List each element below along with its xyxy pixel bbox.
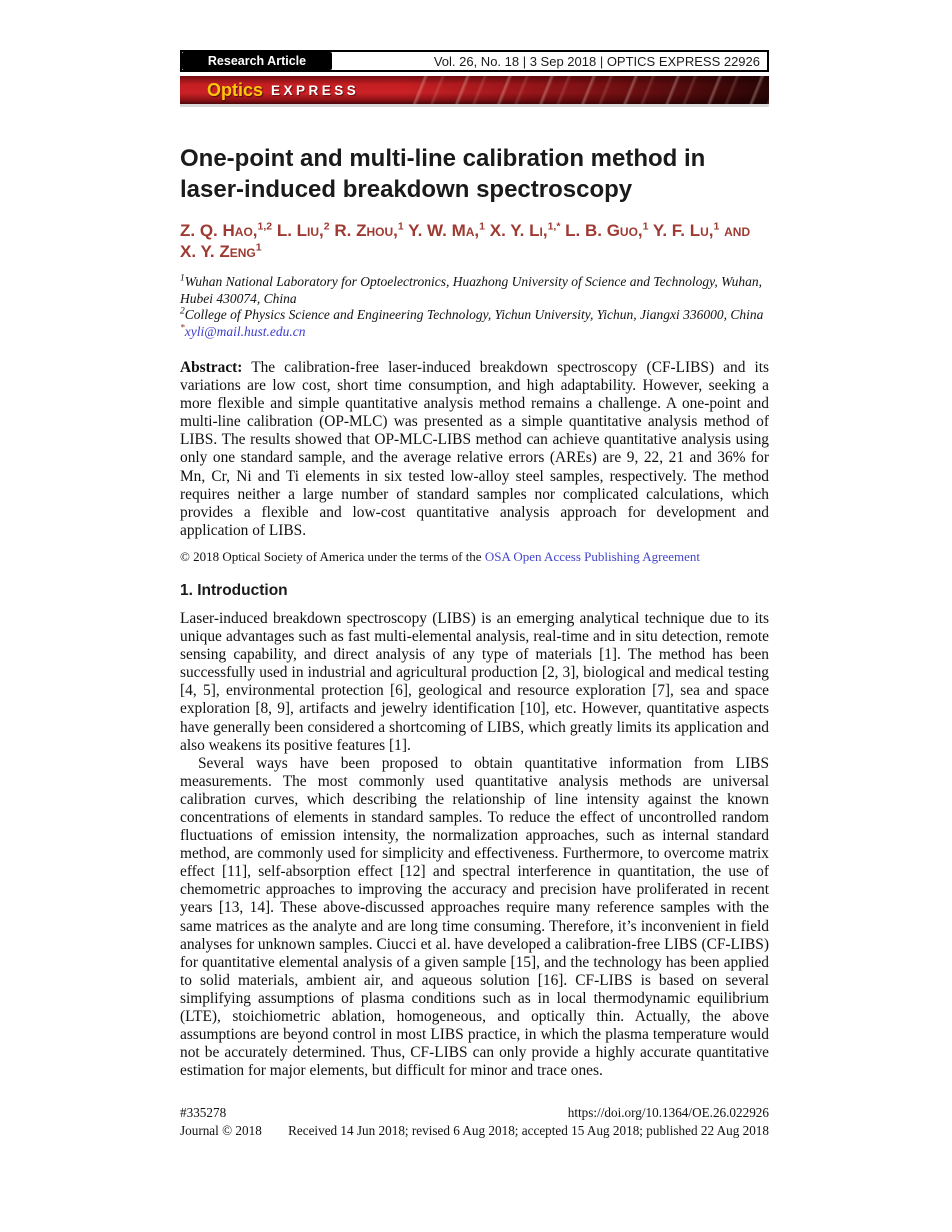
affiliations-block <box>180 274 769 340</box>
author-name: L. Liu,$^2$ <box>276 220 330 240</box>
author-name: Y. F. Lu,$^1$ <box>652 220 720 240</box>
article-type-badge: Research Article <box>182 52 332 70</box>
osa-agreement-link[interactable]: OSA Open Access Publishing Agreement <box>484 548 701 564</box>
intro-paragraph-2: Several ways have been proposed to obtain quantitative information from LIBS measurements. The most commonly used quantitative analysis methods are universal calibration curves, which describing the relationship of line intensity against the known concentrations of elements in standard samples. To reduce the effect of uncontrolled random fluctuations of emission intensity, the normalization approaches, such as internal standard method, are commonly used for simplicity and effectiveness. Furthermore, to overcome matrix effect [11], self-absorption effect [12] and spectral interference in quantitation, the use of chemometric approaches to improving the accuracy and precision have proliferated in recent years [13, 14]. These above-discussed approaches require many reference samples with the same matrices as the analyte and are long time consuming. Therefore, it’s inconvenient in field analyses for unknown samples. Ciucci et al. have developed a calibration-free LIBS (CF-LIBS) for quantitative elemental analysis of a given sample [15], and the technology has been applied to solid materials, ambient air, and aqueous solution [16]. CF-LIBS is based on several simplifying assumptions of plasma conditions such as in local thermodynamic equilibrium (LTE), stoichiometric ablation, homogeneous, and optically thin. Actually, the above assumptions are beyond control in most LIBS practice, in which the plasma temperature would not be accurately determined. Thus, CF-LIBS can only provide a highly accurate quantitative estimation for major elements, but difficult for minor and trace ones. <box>180 754 769 1080</box>
author-name: R. Zhou,$^1$ <box>334 220 404 240</box>
email-asterisk: * <box>180 323 185 333</box>
abstract <box>180 359 769 540</box>
author-name: and X. Y. Zeng$^1$ <box>180 221 751 261</box>
corresponding-email-line <box>180 324 769 341</box>
doi-link[interactable]: https://doi.org/10.1364/OE.26.022926 <box>567 1105 769 1120</box>
article-number: #335278 <box>180 1105 227 1120</box>
page-footer <box>180 1104 769 1139</box>
author-name: Z. Q. Hao,$^{1,2}$ <box>180 220 273 240</box>
author-name: Y. W. Ma,$^1$ <box>408 220 485 240</box>
author-list <box>180 220 769 262</box>
affiliation-list <box>180 274 769 324</box>
intro-paragraph-1: Laser-induced breakdown spectroscopy (LIBS) is an emerging analytical technique due to its unique advantages such as fast multi-elemental analysis, real-time and in situ detection, remote sensing capability, and direct analysis of any type of materials [1]. The method has been successfully used in industrial and agricultural production [2, 3], biological and medical testing [4, 5], environmental protection [6], geological and resource exploration [7], sea and space exploration [8, 9], artifacts and jewelry identification [10], etc. However, quantitative aspects have generally been considered a shortcoming of LIBS, which greatly limits its application and also weakens its positive features [1]. <box>180 609 769 754</box>
article-history: Received 14 Jun 2018; revised 6 Aug 2018; accepted 15 Aug 2018; published 22 Aug 2018 <box>288 1122 769 1138</box>
journal-logo-optics: Optics <box>207 79 264 100</box>
affiliation: $^2$College of Physics Science and Engineering Technology, Yichun University, Yichun, Jiangxi 336000, China <box>180 306 764 322</box>
email-link[interactable]: xyli@mail.hust.edu.cn <box>184 323 306 339</box>
journal-copyright: Journal © 2018 <box>180 1122 262 1138</box>
page-content <box>180 0 769 1080</box>
journal-banner <box>180 76 769 107</box>
footer-row-1 <box>180 1104 769 1122</box>
section-heading-introduction: 1. Introduction <box>180 581 288 599</box>
affiliation: $^1$Wuhan National Laboratory for Optoelectronics, Huazhong University of Science and Technology, Wuhan, Hubei 430074, China <box>180 273 762 306</box>
author-name: X. Y. Li,$^{1,*}$ <box>489 220 561 240</box>
banner-streaks-decoration <box>404 76 769 104</box>
journal-logo-express: EXPRESS <box>271 82 360 98</box>
abstract-label: Abstract: <box>180 359 243 376</box>
author-name: L. B. Guo,$^1$ <box>565 220 649 240</box>
issue-info: Vol. 26, No. 18 | 3 Sep 2018 | OPTICS EXPRESS 22926 <box>433 53 760 69</box>
copyright-line <box>180 549 769 565</box>
abstract-text: The calibration-free laser-induced breakdown spectroscopy (CF-LIBS) and its variations are low cost, short time consumption, and high adaptability. However, seeking a more flexible and simple quantitative analysis method remains a challenge. A one-point and multi-line calibration (OP-MLC) was presented as a simple quantitative analysis method of LIBS. The results showed that OP-MLC-LIBS method can achieve quantitative analysis using only one standard sample, and the average relative errors (AREs) are 9, 22, 21 and 36% for Mn, Cr, Ni and Ti elements in six tested low-alloy steel samples, respectively. The method requires neither a large number of standard samples nor complicated calculations, which provides a flexible and low-cost quantitative analysis approach for development and application of LIBS. <box>180 359 769 539</box>
header-bar <box>180 50 769 72</box>
footer-row-2 <box>180 1122 769 1140</box>
page-title: One-point and multi-line calibration method in laser-induced breakdown spectroscopy <box>180 145 706 203</box>
journal-logo <box>207 76 359 104</box>
copyright-text: © 2018 Optical Society of America under the terms of the <box>180 548 485 564</box>
